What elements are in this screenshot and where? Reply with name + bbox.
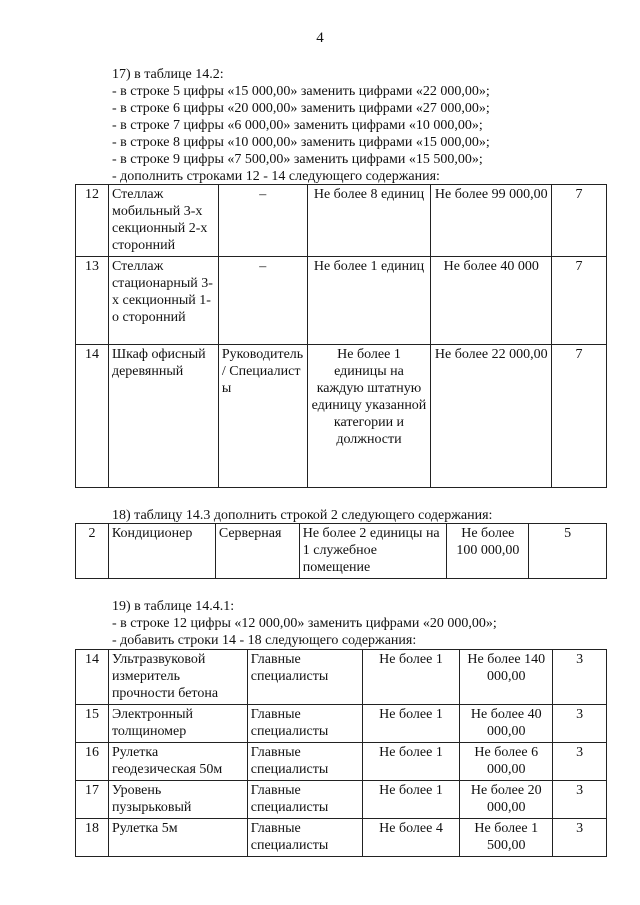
table-cell: Не более 4: [362, 819, 460, 857]
table-cell: Не более 140 000,00: [460, 650, 553, 705]
table-cell: Ультразвуковой измеритель прочности бетона: [108, 650, 247, 705]
table-cell: 7: [552, 185, 607, 257]
page-number: 4: [316, 30, 324, 46]
table-row: [76, 819, 607, 857]
table-cell: Не более 2 единицы на 1 служебное помещение: [299, 524, 447, 579]
table-cell: Не более 40 000: [431, 257, 552, 345]
table-row: [76, 650, 607, 705]
table-cell: Главные специалисты: [247, 781, 362, 819]
table-row: [76, 524, 607, 579]
table-cell: Электронный толщиномер: [108, 705, 247, 743]
table-cell: Стеллаж мобильный 3-х секционный 2-х сторонний: [108, 185, 218, 257]
table-cell: 14: [76, 345, 109, 488]
table-row: [76, 185, 607, 257]
table-cell: Не более 1 500,00: [460, 819, 553, 857]
table-cell: 7: [552, 345, 607, 488]
table-cell: Не более 8 единиц: [307, 185, 431, 257]
table-cell: 18: [76, 819, 109, 857]
table-cell: Не более 1 единицы на каждую штатную единицу указанной категории и должности: [307, 345, 431, 488]
table-cell: 14: [76, 650, 109, 705]
instruction-line: - в строке 5 цифры «15 000,00» заменить цифрами «22 000,00»;: [112, 84, 490, 99]
section-17-heading: 17) в таблице 14.2:: [112, 67, 224, 82]
table-14-2-additions: [75, 184, 607, 488]
table-cell: Рулетка геодезическая 50м: [108, 743, 247, 781]
table-cell: 13: [76, 257, 109, 345]
table-cell: 5: [529, 524, 607, 579]
table-cell: 3: [553, 781, 607, 819]
table-cell: Руководитель / Специалисты: [218, 345, 307, 488]
table-cell: 3: [553, 650, 607, 705]
table-cell: Кондиционер: [108, 524, 215, 579]
section-19-heading: 19) в таблице 14.4.1:: [112, 599, 235, 614]
instruction-line: - в строке 7 цифры «6 000,00» заменить цифрами «10 000,00»;: [112, 118, 483, 133]
table-cell: Не более 20 000,00: [460, 781, 553, 819]
table-cell: Не более 1 единиц: [307, 257, 431, 345]
table-cell: Не более 1: [362, 650, 460, 705]
table-cell: Не более 6 000,00: [460, 743, 553, 781]
table-cell: 3: [553, 705, 607, 743]
table-cell: 3: [553, 819, 607, 857]
table-14-4-1-additions: [75, 649, 607, 857]
instruction-line: - в строке 12 цифры «12 000,00» заменить цифрами «20 000,00»;: [112, 616, 497, 631]
table-cell: 15: [76, 705, 109, 743]
section-18-heading: 18) таблицу 14.3 дополнить строкой 2 следующего содержания:: [112, 508, 493, 523]
table-cell: Главные специалисты: [247, 819, 362, 857]
table-cell: Не более 1: [362, 743, 460, 781]
table-row: [76, 743, 607, 781]
instruction-line: - добавить строки 14 - 18 следующего содержания:: [112, 633, 417, 648]
table-cell: 3: [553, 743, 607, 781]
table-cell: Главные специалисты: [247, 705, 362, 743]
section-19-text: [112, 598, 497, 649]
table-cell: 16: [76, 743, 109, 781]
table-cell: Серверная: [215, 524, 299, 579]
table-cell: –: [218, 185, 307, 257]
table-cell: Не более 1: [362, 781, 460, 819]
table-cell: 7: [552, 257, 607, 345]
table-14-3-additions: [75, 523, 607, 579]
table-row: [76, 345, 607, 488]
table-cell: Не более 100 000,00: [447, 524, 529, 579]
table-row: [76, 705, 607, 743]
table-cell: Шкаф офисный деревянный: [108, 345, 218, 488]
table-row: [76, 781, 607, 819]
instruction-line: - дополнить строками 12 - 14 следующего содержания:: [112, 169, 440, 184]
table-cell: Стеллаж стационарный 3-х секционный 1-о сторонний: [108, 257, 218, 345]
instruction-line: - в строке 8 цифры «10 000,00» заменить цифрами «15 000,00»;: [112, 135, 490, 150]
table-cell: 17: [76, 781, 109, 819]
table-cell: Главные специалисты: [247, 650, 362, 705]
section-18-text: [112, 507, 492, 524]
instruction-line: - в строке 9 цифры «7 500,00» заменить цифрами «15 500,00»;: [112, 152, 483, 167]
instruction-line: - в строке 6 цифры «20 000,00» заменить цифрами «27 000,00»;: [112, 101, 490, 116]
table-cell: Главные специалисты: [247, 743, 362, 781]
table-row: [76, 257, 607, 345]
table-cell: 12: [76, 185, 109, 257]
table-cell: Рулетка 5м: [108, 819, 247, 857]
table-cell: Не более 1: [362, 705, 460, 743]
table-cell: Не более 40 000,00: [460, 705, 553, 743]
section-17-text: [112, 66, 490, 185]
table-cell: –: [218, 257, 307, 345]
table-cell: Не более 22 000,00: [431, 345, 552, 488]
table-cell: Уровень пузырьковый: [108, 781, 247, 819]
table-cell: Не более 99 000,00: [431, 185, 552, 257]
table-cell: 2: [76, 524, 109, 579]
